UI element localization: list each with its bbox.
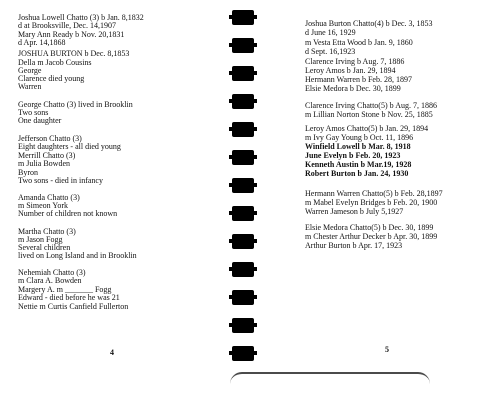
- left-line-14: Eight daughters - all died young: [18, 142, 121, 151]
- right-line-5: Clarence Irving b Aug. 7, 1886: [305, 57, 405, 66]
- right-line-22: Arthur Burton b Apr. 17, 1923: [305, 241, 403, 250]
- binding-ring-1: [232, 10, 254, 25]
- right-line-19: Warren Jameson b July 5,1927: [305, 207, 404, 216]
- binding-ring-3: [232, 66, 254, 81]
- left-line-19: Amanda Chatto (3): [18, 193, 80, 202]
- left-line-5: JOSHUA BURTON b Dec. 8,1853: [18, 49, 130, 58]
- left-line-15: Merrill Chatto (3): [18, 151, 76, 160]
- binding-ring-13: [232, 346, 254, 361]
- right-line-8: Elsie Medora b Dec. 30, 1899: [305, 84, 401, 93]
- binding-ring-5: [232, 122, 254, 137]
- right-line-1: Joshua Burton Chatto(4) b Dec. 3, 1853: [305, 19, 433, 28]
- left-line-13: Jefferson Chatto (3): [18, 134, 82, 143]
- left-line-18: Two sons - died in infancy: [18, 176, 103, 185]
- left-line-2: d at Brooksville, Dec. 14,1907: [18, 21, 116, 30]
- left-line-8: Clarence died young: [18, 74, 85, 83]
- right-line-7: Hermann Warren b Feb. 28, 1897: [305, 75, 412, 84]
- right-line-18: m Mabel Evelyn Bridges b Feb. 20, 1900: [305, 198, 438, 207]
- right-line-20: Elsie Medora Chatto(5) b Dec. 30, 1899: [305, 223, 434, 232]
- right-line-2: d June 16, 1929: [305, 28, 356, 37]
- right-line-21: m Chester Arthur Decker b Apr. 30, 1899: [305, 232, 438, 241]
- left-line-22: Martha Chatto (3): [18, 227, 76, 236]
- right-page-number: 5: [385, 345, 389, 354]
- binding-ring-11: [232, 290, 254, 305]
- left-line-9: Warren: [18, 82, 42, 91]
- left-line-4: d Apr. 14,1868: [18, 38, 66, 47]
- right-page: [260, 0, 495, 400]
- left-line-24: Several children: [18, 243, 71, 252]
- left-line-1: Joshua Lowell Chatto (3) b Jan. 8,1832: [18, 13, 144, 22]
- right-line-3: m Vesta Etta Wood b Jan. 9, 1860: [305, 38, 413, 47]
- left-line-26: Nehemiah Chatto (3): [18, 268, 86, 277]
- left-line-21: Number of children not known: [18, 209, 118, 218]
- left-line-29: Edward - died before he was 21: [18, 293, 120, 302]
- binding-ring-2: [232, 38, 254, 53]
- left-line-11: Two sons: [18, 108, 49, 117]
- binding-ring-8: [232, 206, 254, 221]
- left-line-10: George Chatto (3) lived in Brooklin: [18, 100, 133, 109]
- left-line-17: Byron: [18, 168, 38, 177]
- right-line-14: June Evelyn b Feb. 20, 1923: [305, 151, 401, 160]
- right-line-15: Kenneth Austin b Mar.19, 1928: [305, 160, 412, 169]
- binding-ring-12: [232, 318, 254, 333]
- left-line-6: Della m Jacob Cousins: [18, 58, 92, 67]
- left-line-20: m Simeon York: [18, 201, 69, 210]
- left-line-16: m Julia Bowden: [18, 159, 70, 168]
- left-line-25: lived on Long Island and in Brooklin: [18, 251, 137, 260]
- left-line-30: Nettie m Curtis Canfield Fullerton: [18, 302, 129, 311]
- left-line-27: m Clara A. Bowden: [18, 276, 82, 285]
- right-line-16: Robert Burton b Jan. 24, 1930: [305, 169, 409, 178]
- right-line-12: m Ivy Gay Young b Oct. 11, 1896: [305, 133, 414, 142]
- right-line-9: Clarence Irving Chatto(5) b Aug. 7, 1886: [305, 101, 437, 110]
- left-line-7: George: [18, 66, 42, 75]
- right-line-4: d Sept. 16,1923: [305, 47, 356, 56]
- page-curl: [230, 372, 430, 384]
- binding-ring-4: [232, 94, 254, 109]
- binding-ring-10: [232, 262, 254, 277]
- left-line-23: m Jason Fogg: [18, 235, 63, 244]
- right-line-10: m Lillian Norton Stone b Nov. 25, 1885: [305, 110, 433, 119]
- spiral-binding: [225, 0, 260, 400]
- binding-ring-7: [232, 178, 254, 193]
- left-line-3: Mary Ann Ready b Nov. 20,1831: [18, 30, 125, 39]
- left-page: [0, 0, 225, 400]
- binding-ring-6: [232, 150, 254, 165]
- binding-ring-9: [232, 234, 254, 249]
- right-line-6: Leroy Amos b Jan. 29, 1894: [305, 66, 396, 75]
- right-line-17: Hermann Warren Chatto(5) b Feb. 28,1897: [305, 189, 443, 198]
- right-line-11: Leroy Amos Chatto(5) b Jan. 29, 1894: [305, 124, 429, 133]
- left-line-28: Margery A. m _______ Fogg: [18, 285, 112, 294]
- left-page-number: 4: [110, 348, 114, 357]
- left-line-12: One daughter: [18, 116, 62, 125]
- right-line-13: Winfield Lowell b Mar. 8, 1918: [305, 142, 411, 151]
